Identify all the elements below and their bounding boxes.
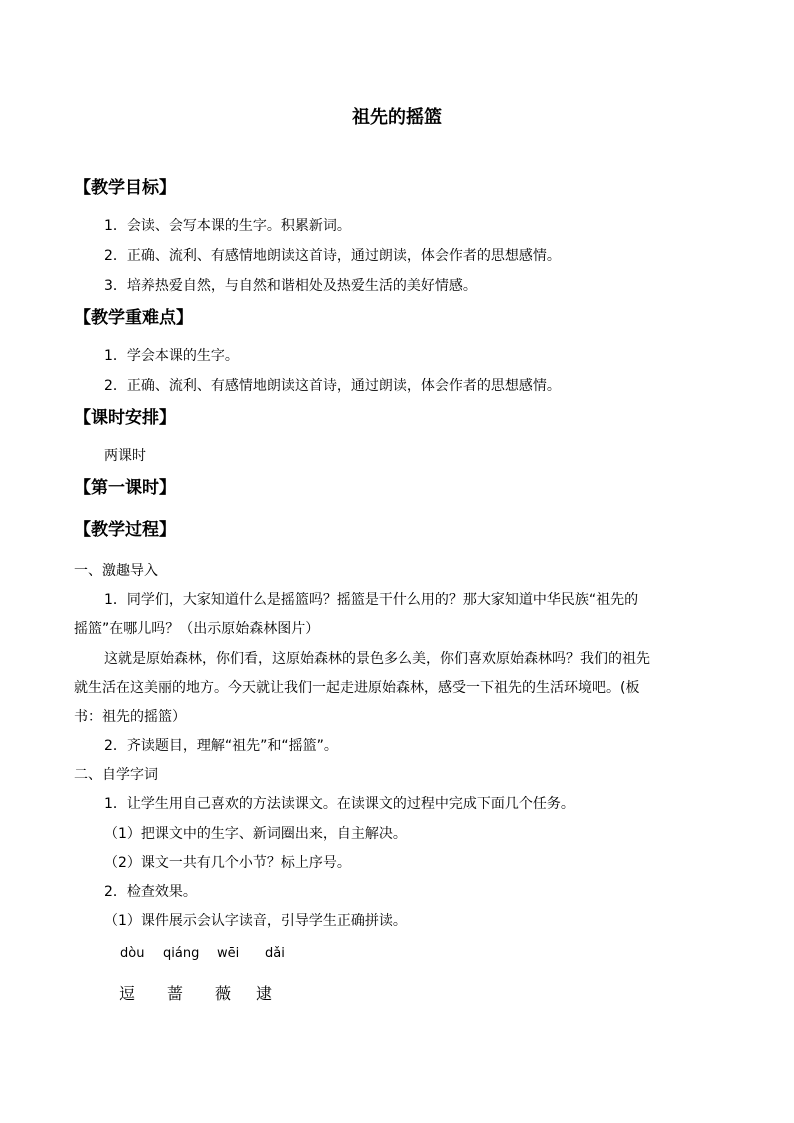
page-title: 祖先的摇篮 <box>352 107 442 128</box>
hanzi-char: 逮 <box>256 984 273 1003</box>
hanzi-char: 逗 <box>119 984 136 1003</box>
paragraph-line: 1．让学生用自己喜欢的方法读课文。在读课文的过程中完成下面几个任务。 <box>104 796 575 812</box>
hanzi-char: 薇 <box>215 984 232 1003</box>
paragraph-line: 1．同学们，大家知道什么是摇篮吗？摇篮是干什么用的？那大家知道中华民族“祖先的 <box>104 592 639 608</box>
part2-heading: 二、自学字词 <box>74 767 158 783</box>
hanzi-char: 蔷 <box>167 984 184 1003</box>
paragraph-line: 2．检查效果。 <box>104 884 197 900</box>
key-point-item-2: 2．正确、流利、有感情地朗读这首诗，通过朗读，体会作者的思想感情。 <box>104 378 561 394</box>
section-heading-first-lesson: 【第一课时】 <box>74 478 176 498</box>
pinyin-label: qiáng <box>163 946 200 961</box>
schedule-text: 两课时 <box>104 448 146 464</box>
section-heading-key-points: 【教学重难点】 <box>74 308 193 328</box>
paragraph-line: 就生活在这美丽的地方。今天就让我们一起走进原始森林，感受一下祖先的生活环境吧。(板 <box>74 680 640 696</box>
key-point-item-1: 1．学会本课的生字。 <box>104 348 239 364</box>
paragraph-line: （2）课文一共有几个小节？标上序号。 <box>104 855 351 871</box>
goal-item-1: 1．会读、会写本课的生字。积累新词。 <box>104 218 351 234</box>
pinyin-label: wēi <box>217 946 240 961</box>
section-heading-process: 【教学过程】 <box>74 520 176 540</box>
section-heading-goals: 【教学目标】 <box>74 178 176 198</box>
paragraph-line: （1）把课文中的生字、新词圈出来，自主解决。 <box>104 826 407 842</box>
paragraph-line: 这就是原始森林，你们看，这原始森林的景色多么美，你们喜欢原始森林吗？我们的祖先 <box>104 651 650 667</box>
pinyin-label: dǎi <box>265 946 285 961</box>
section-heading-schedule: 【课时安排】 <box>74 408 176 428</box>
goal-item-2: 2．正确、流利、有感情地朗读这首诗，通过朗读，体会作者的思想感情。 <box>104 248 561 264</box>
paragraph-line: 书：祖先的摇篮） <box>74 709 186 725</box>
paragraph-line: 2．齐读题目，理解“祖先”和“摇篮”。 <box>104 738 338 754</box>
goal-item-3: 3．培养热爱自然，与自然和谐相处及热爱生活的美好情感。 <box>104 278 477 294</box>
paragraph-line: （1）课件展示会认字读音，引导学生正确拼读。 <box>104 913 407 929</box>
pinyin-label: dòu <box>120 946 145 961</box>
part1-heading: 一、激趣导入 <box>74 563 158 579</box>
paragraph-line: 摇篮”在哪儿吗？（出示原始森林图片） <box>74 621 320 637</box>
